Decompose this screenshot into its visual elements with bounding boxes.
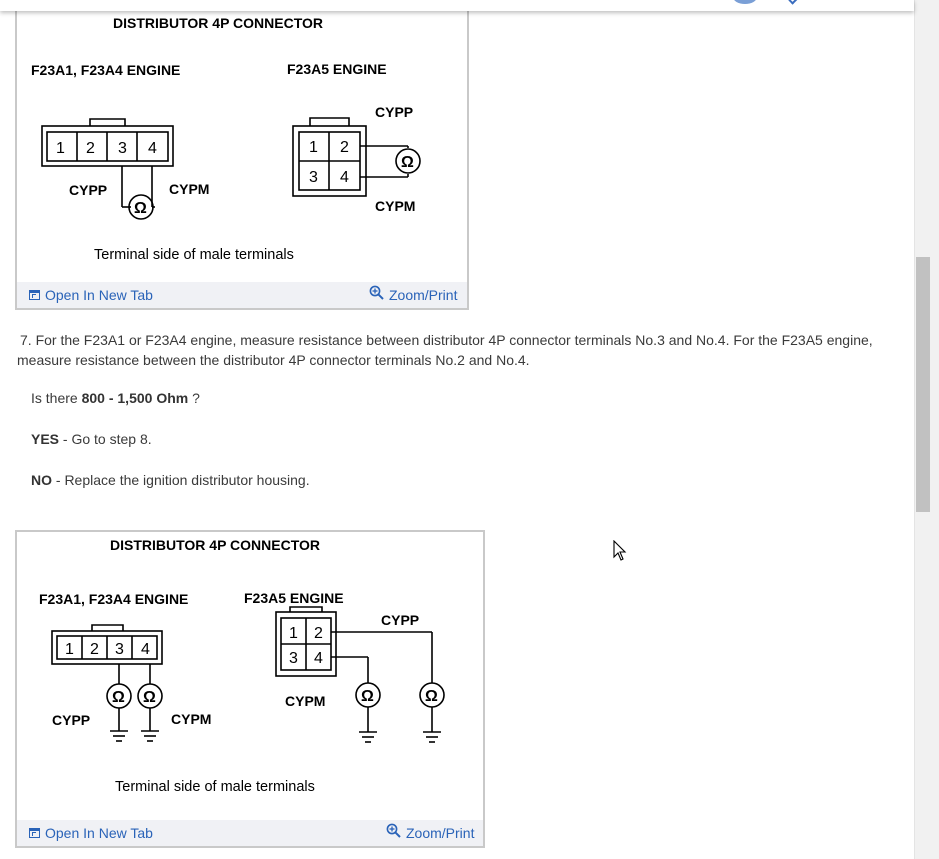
connector-diagram-1 xyxy=(17,0,467,284)
open-in-new-tab-icon xyxy=(29,828,40,838)
open-in-new-tab-label: Open In New Tab xyxy=(45,287,153,303)
diagram-header: DISTRIBUTOR 4P CONNECTOR xyxy=(113,15,324,31)
terminal-4: 4 xyxy=(141,641,150,658)
connector-4p-left xyxy=(42,119,173,219)
zoom-print-link[interactable] xyxy=(386,825,474,841)
terminal-3: 3 xyxy=(289,650,298,667)
terminal-4: 4 xyxy=(148,140,157,157)
avatar[interactable] xyxy=(733,0,757,4)
engine-label-right: F23A5 ENGINE xyxy=(287,61,387,77)
ohmmeter-icon: Ω xyxy=(112,689,125,706)
scrollbar-thumb[interactable] xyxy=(916,257,930,512)
terminal-2: 2 xyxy=(314,625,323,642)
ohmmeter-icon: Ω xyxy=(361,688,374,705)
open-in-new-tab-link[interactable] xyxy=(29,287,153,303)
yes-label: YES xyxy=(31,431,60,447)
terminal-1: 1 xyxy=(56,140,65,157)
zoom-print-label: Zoom/Print xyxy=(406,825,475,841)
resistance-question xyxy=(31,388,200,408)
ohmmeter-icon: Ω xyxy=(134,200,147,217)
terminal-4: 4 xyxy=(340,169,349,186)
terminal-2: 2 xyxy=(86,140,95,157)
no-label: NO xyxy=(31,472,52,488)
terminal-2: 2 xyxy=(90,641,99,658)
open-in-new-tab-label: Open In New Tab xyxy=(45,825,153,841)
question-suffix: ? xyxy=(188,390,200,406)
connector-diagram-2 xyxy=(17,532,483,820)
label-cypm: CYPM xyxy=(285,693,326,709)
resistance-value: 800 - 1,500 Ohm xyxy=(81,390,189,406)
terminal-1: 1 xyxy=(289,625,298,642)
figure-toolbar xyxy=(17,820,483,846)
terminal-1: 1 xyxy=(65,641,74,658)
top-header-bar xyxy=(0,0,914,11)
open-in-new-tab-link[interactable] xyxy=(29,825,153,841)
no-answer xyxy=(31,470,310,490)
figure-diagram-1 xyxy=(15,0,469,310)
terminal-4: 4 xyxy=(314,650,323,667)
figure-toolbar xyxy=(17,282,467,308)
engine-label-right: F23A5 ENGINE xyxy=(244,590,344,606)
terminal-3: 3 xyxy=(118,140,127,157)
label-cypp: CYPP xyxy=(375,104,414,120)
terminal-3: 3 xyxy=(309,169,318,186)
label-cypp: CYPP xyxy=(69,182,108,198)
mouse-cursor-icon xyxy=(613,540,627,562)
figure-diagram-2 xyxy=(15,530,485,848)
label-cypm: CYPM xyxy=(169,181,210,197)
terminal-2: 2 xyxy=(340,139,349,156)
step-7-text: 7. For the F23A1 or F23A4 engine, measure resistance between distributor 4P connector terminals No.3 and No.4. For the F23A5 engine, measure resistance between the distributor 4P connector terminals No.2 and No.4. xyxy=(17,332,873,368)
engine-label-left: F23A1, F23A4 ENGINE xyxy=(39,591,189,607)
label-cypm: CYPM xyxy=(171,711,212,727)
open-in-new-tab-icon xyxy=(29,290,40,300)
ohmmeter-icon: Ω xyxy=(401,154,414,171)
terminal-3: 3 xyxy=(115,641,124,658)
label-cypp: CYPP xyxy=(52,712,91,728)
zoom-print-label: Zoom/Print xyxy=(389,287,458,303)
diagram-caption: Terminal side of male terminals xyxy=(115,779,315,795)
label-cypp: CYPP xyxy=(381,612,420,628)
diagram-caption: Terminal side of male terminals xyxy=(94,247,294,263)
yes-answer xyxy=(31,429,152,449)
step-instructions xyxy=(17,330,897,488)
label-cypm: CYPM xyxy=(375,198,416,214)
engine-label-left: F23A1, F23A4 ENGINE xyxy=(31,62,181,78)
yes-text: - Go to step 8. xyxy=(59,431,152,447)
ohmmeter-icon: Ω xyxy=(425,688,438,705)
question-prefix: Is there xyxy=(31,390,82,406)
terminal-1: 1 xyxy=(309,139,318,156)
diagram-header: DISTRIBUTOR 4P CONNECTOR xyxy=(110,537,321,553)
ohmmeter-icon: Ω xyxy=(143,689,156,706)
chevron-down-icon[interactable] xyxy=(788,0,799,5)
zoom-print-link[interactable] xyxy=(369,287,457,303)
zoom-in-icon xyxy=(386,823,401,838)
zoom-in-icon xyxy=(369,285,384,300)
no-text: - Replace the ignition distributor housing. xyxy=(52,472,310,488)
